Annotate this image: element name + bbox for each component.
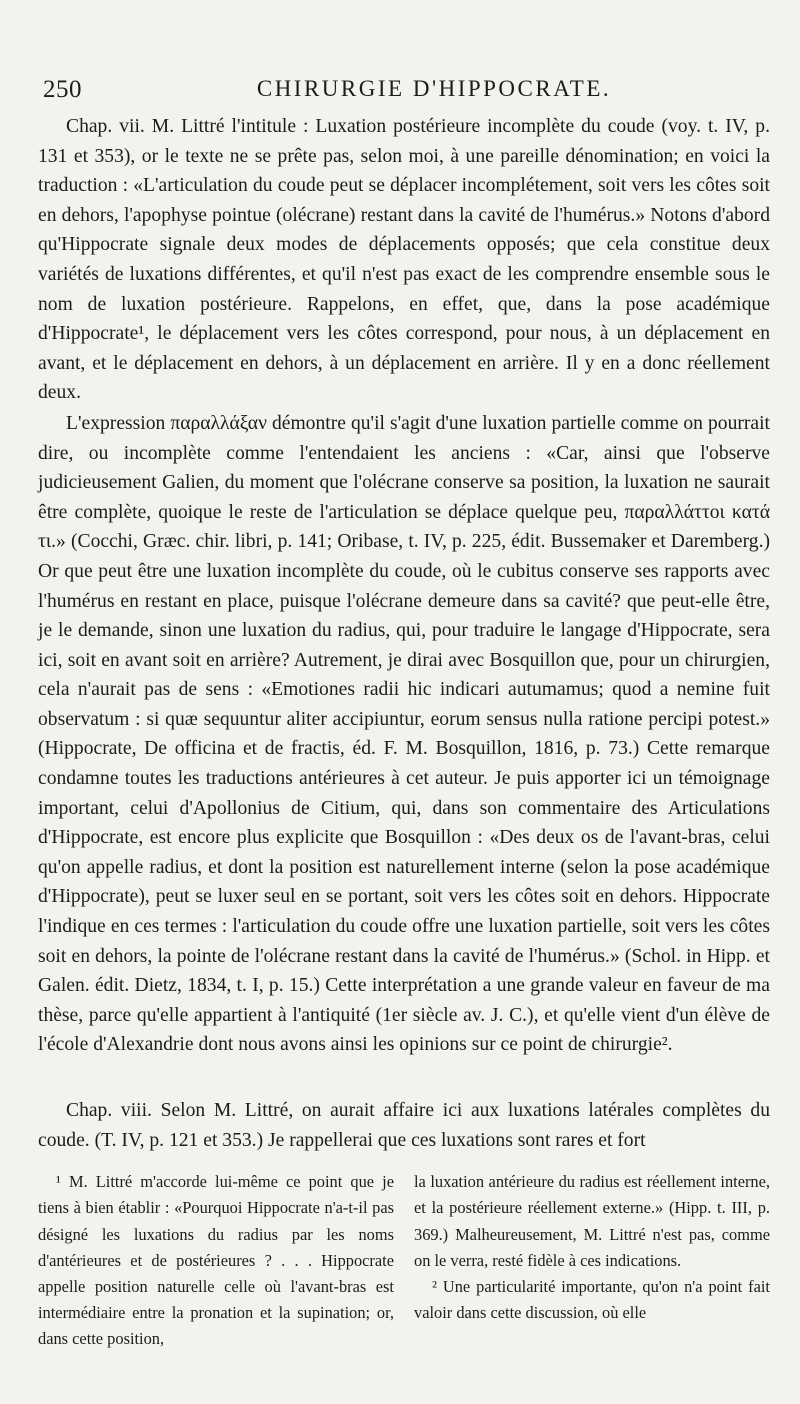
footnote-column-right <box>414 1169 770 1352</box>
footnote-1: ¹ M. Littré m'accorde lui-même ce point que je tiens à bien établir : «Pourquoi Hippocrate n'a-t-il pas désigné les luxations du radius par les noms d'antérieures et de postérieures ? . . . Hippocrate appelle position naturelle celle où l'avant-bras est intermédiaire entre la pronation et la supination; or, dans cette position, <box>38 1172 394 1349</box>
footnote-1-continued: la luxation antérieure du radius est réellement interne, et la postérieure réellement externe.» (Hipp. t. III, p. 369.) Malheureusement, M. Littré n'est pas, comme on le verra, resté fidèle à ces indications. <box>414 1172 770 1270</box>
paragraph-chap-vii: Chap. vii. M. Littré l'intitule : Luxation postérieure incomplète du coude (voy. t. IV, p. 131 et 353), or le texte ne se prête pas, selon moi, à une pareille dénomination; en voici la traduction : «L'articulation du coude peut se déplacer incomplétement, soit vers les côtes soit en dehors, l'apophyse pointue (olécrane) restant dans la cavité de l'humérus.» Notons d'abord qu'Hippocrate signale deux modes de déplacements opposés; que cela constitue deux variétés de luxations différentes, et qu'il n'est pas exact de les comprendre ensemble sous le nom de luxation postérieure. Rappelons, en effet, que, dans la pose académique d'Hippocrate¹, le déplacement vers les côtes correspond, pour nous, à un déplacement en avant, et le déplacement en dehors, à un déplacement en arrière. Il y en a donc réellement deux. <box>38 116 770 404</box>
running-head <box>38 70 770 110</box>
main-text <box>38 112 770 1155</box>
footnote-column-left <box>38 1169 394 1352</box>
paragraph-expression: L'expression παραλλάξαν démontre qu'il s'agit d'une luxation partielle comme on pourrait dire, ou incomplète comme l'entendaient les anciens : «Car, ainsi que l'observe judicieusement Galien, du moment que l'olécrane conserve sa position, la luxation ne saurait être complète, quoique le reste de l'articulation se déplace quelque peu, παραλλάττοι κατά τι.» (Cocchi, Græc. chir. libri, p. 141; Oribase, t. IV, p. 225, édit. Bussemaker et Daremberg.) Or que peut être une luxation incomplète du coude, où le cubitus conserve ses rapports avec l'humérus en restant en place, puisque l'olécrane demeure dans sa cavité? que peut-elle être, je le demande, sinon une luxation du radius, qui, pour traduire le langage d'Hippocrate, sera ici, soit en avant soit en arrière? Autrement, je dirai avec Bosquillon que, pour un chirurgien, cela n'aurait pas de sens : «Emotiones radii hic indicari autumamus; quod a nemine fuit observatum : si quæ sequuntur aliter accipiuntur, eorum sensus nulla ratione percipi potest.» (Hippocrate, De officina et de fractis, éd. F. M. Bosquillon, 1816, p. 73.) Cette remarque condamne toutes les traductions antérieures à cet auteur. Je puis apporter ici un témoignage important, celui d'Apollonius de Citium, qui, dans son commentaire des Articulations d'Hippocrate, est encore plus explicite que Bosquillon : «Des deux os de l'avant-bras, celui qu'on appelle radius, et dont la position est naturellement interne (selon la pose académique d'Hippocrate), peut se luxer seul en se portant, soit vers les côtes soit en dehors. Hippocrate l'indique en ces termes : l'articulation du coude offre une luxation partielle, soit vers les côtes soit en dehors, la pointe de l'olécrane restant dans la cavité de l'humérus.» (Schol. in Hipp. et Galen. édit. Dietz, 1834, t. I, p. 15.) Cette interprétation a une grande valeur en faveur de ma thèse, parce qu'elle appartient à l'antiquité (1er siècle av. J. C.), et qu'elle vient d'un élève de l'école d'Alexandrie dont nous avons ainsi les opinions sur ce point de chirurgie². <box>38 412 770 1056</box>
page-number: 250 <box>43 76 82 103</box>
footnote-2: ² Une particularité importante, qu'on n'a point fait valoir dans cette discussion, où elle <box>414 1277 770 1323</box>
running-title: CHIRURGIE D'HIPPOCRATE. <box>256 76 612 101</box>
footnotes <box>38 1169 770 1352</box>
paragraph-chap-viii: Chap. viii. Selon M. Littré, on aurait affaire ici aux luxations latérales complètes du coude. (T. IV, p. 121 et 353.) Je rappellerai que ces luxations sont rares et fort <box>38 1100 770 1151</box>
